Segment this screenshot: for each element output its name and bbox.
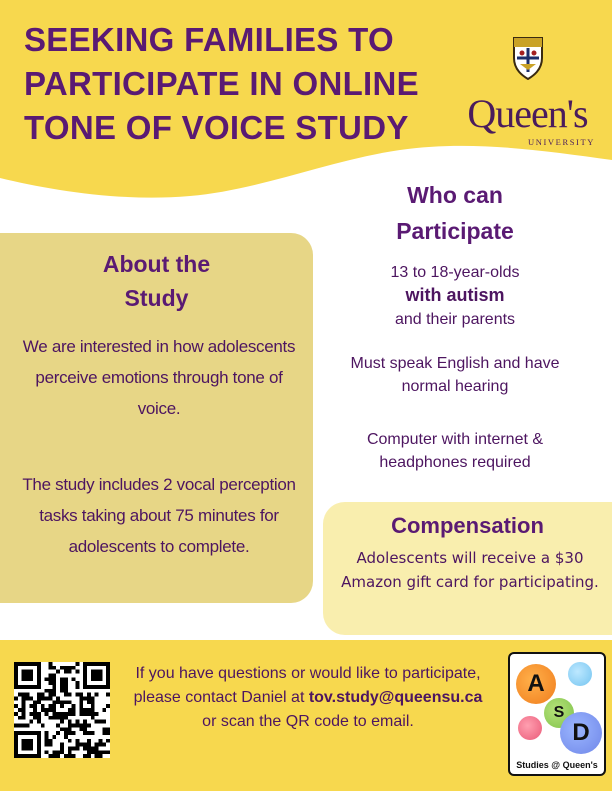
asd-letter-s: S: [544, 698, 574, 728]
contact-intro: If you have questions or would like to participate, please contact Daniel at: [133, 665, 481, 706]
about-paragraph-1: We are interested in how adolescents perceive emotions through tone of voice.: [22, 337, 296, 418]
about-paragraph-2: The study includes 2 vocal perception tasks taking about 75 minutes for adolescents to complete.: [22, 475, 296, 556]
pink-bubble-icon: [518, 716, 542, 740]
compensation-box: [323, 502, 612, 635]
qr-code[interactable]: [14, 662, 110, 758]
contact-email-link[interactable]: tov.study@queensu.ca: [308, 689, 483, 706]
compensation-title: Compensation: [391, 513, 544, 538]
headline: SEEKING FAMILIES TO PARTICIPATE IN ONLINE TONE OF VOICE STUDY: [24, 21, 419, 146]
contact-outro: or scan the QR code to email.: [202, 713, 414, 730]
logo-wordmark: Queen's: [467, 91, 588, 136]
eligibility-age: [325, 261, 585, 331]
eligibility-equipment: Computer with internet & headphones required: [366, 431, 544, 471]
about-title: About the Study: [102, 251, 211, 311]
footer-contact-band: [0, 640, 612, 791]
autism-requirement: with autism: [405, 285, 505, 305]
about-study-box: [0, 233, 313, 603]
asd-letter-a: A: [516, 664, 556, 704]
who-can-participate-title: Who can Participate: [396, 182, 514, 244]
age-range: 13 to 18-year-olds: [390, 264, 520, 281]
parents-requirement: and their parents: [394, 311, 516, 328]
contact-text: [128, 662, 488, 734]
crest-icon: [511, 34, 545, 80]
asd-letter-d: D: [560, 712, 602, 754]
compensation-text: Adolescents will receive a $30 Amazon gift card for participating.: [341, 549, 599, 591]
asd-logo-caption: Studies @ Queen's: [516, 760, 598, 770]
blue-bubble-icon: [568, 662, 592, 686]
logo-subtitle: UNIVERSITY: [528, 137, 595, 147]
asd-studies-logo: [508, 652, 606, 776]
queens-university-logo: [460, 34, 595, 154]
eligibility-language: Must speak English and have normal hearing: [350, 355, 560, 395]
